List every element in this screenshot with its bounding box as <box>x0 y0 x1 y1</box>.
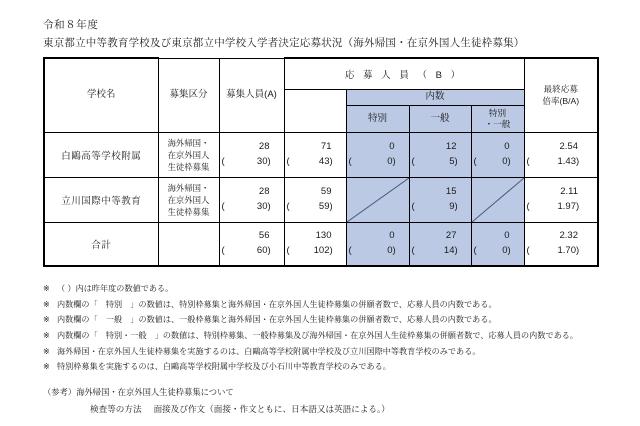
header-final-ratio-line2: 倍率(B/A) <box>542 95 580 106</box>
row-final-ratio-current: 2.32 <box>559 230 578 242</box>
row-applicants <box>284 133 346 178</box>
note-marker-icon: ※ <box>43 331 50 341</box>
note-text: （ ）内は昨年度の数値である。 <box>57 284 174 293</box>
row-final-ratio-current: 2.54 <box>559 141 578 153</box>
header-general: 一般 <box>409 106 471 133</box>
row-school-name: 立川国際中等教育 <box>44 178 158 223</box>
row-category-line1: 海外帰国・ <box>167 137 210 148</box>
note-text: 内数欄の「 特別 」の数値は、特別枠募集と海外帰国・在京外国人生徒枠募集の併願者数で、応募人員の内数である。 <box>57 299 497 309</box>
header-applicants: 応 募 人 員 （ B ） <box>284 58 524 90</box>
row-general-previous: ( 9) <box>411 201 458 212</box>
row-special-previous: ( 0) <box>348 245 396 256</box>
table-header-row-1 <box>44 58 598 90</box>
row-final-ratio <box>524 178 598 223</box>
row-capacity <box>219 133 284 178</box>
header-final-ratio-line1: 最終応募 <box>543 84 578 95</box>
row-capacity-current: 28 <box>258 141 270 153</box>
row-school-name: 合計 <box>44 223 158 267</box>
row-general-previous: ( 5) <box>411 156 458 167</box>
note-text: 内数欄の「 一般 」の数値は、一般枠募集と海外帰国・在京外国人生徒枠募集の併願者数で、応募人員の内数である。 <box>57 315 497 325</box>
era-line: 令和８年度 <box>43 19 99 31</box>
note-marker-icon: ※ <box>43 284 50 293</box>
row-special-previous: ( 0) <box>348 156 396 167</box>
row-applicants <box>284 178 346 223</box>
header-capacity: 募集人員(A) <box>219 58 284 133</box>
row-capacity <box>219 223 284 267</box>
row-special-general-previous: ( 0) <box>473 245 511 256</box>
header-special-general <box>471 106 524 133</box>
row-category-line1: 海外帰国・ <box>167 182 210 193</box>
reference-heading: （参考）海外帰国・在京外国人生徒枠募集について <box>43 387 234 397</box>
row-special <box>346 133 409 178</box>
row-final-ratio-previous: ( 1.70) <box>526 245 580 256</box>
diagonal-strike-icon <box>347 178 409 222</box>
row-general-current: 27 <box>445 230 457 242</box>
row-special-not-applicable <box>346 178 409 223</box>
row-special-general-current: 0 <box>504 230 510 242</box>
row-category <box>158 178 219 223</box>
note-item <box>43 285 633 293</box>
row-general <box>409 133 471 178</box>
applications-table-wrapper <box>43 57 597 267</box>
row-final-ratio-previous: ( 1.97) <box>526 201 580 212</box>
note-item <box>43 316 633 324</box>
reference-detail-label: 検査等の方法 <box>90 404 142 415</box>
row-general-previous: ( 14) <box>411 245 458 256</box>
reference-detail-value: 面接及び作文（面接・作文ともに、日本語又は英語による。） <box>153 404 390 415</box>
note-marker-icon: ※ <box>43 362 50 372</box>
row-capacity-previous: ( 30) <box>221 201 271 212</box>
row-special <box>346 223 409 267</box>
header-final-ratio <box>524 58 598 133</box>
header-category: 募集区分 <box>158 58 219 133</box>
table-row-total <box>44 223 598 267</box>
note-item <box>43 332 633 340</box>
header-breakdown: 内数 <box>346 90 524 106</box>
row-category <box>158 223 219 267</box>
row-capacity-previous: ( 30) <box>221 156 271 167</box>
row-school-name: 白鷗高等学校附属 <box>44 133 158 178</box>
note-text: 海外帰国・在京外国人生徒枠募集を実施するのは、白鷗高等学校附属中学校及び立川国際中等教育学校のみである。 <box>57 346 481 356</box>
row-applicants-previous: ( 59) <box>286 201 333 212</box>
applications-table <box>43 57 599 267</box>
header-special-general-line2: ・一般 <box>484 119 511 129</box>
row-category-line3: 生徒枠募集 <box>167 207 210 218</box>
note-item <box>43 363 633 371</box>
row-applicants-current: 71 <box>320 141 332 153</box>
note-marker-icon: ※ <box>43 299 50 309</box>
row-applicants-previous: ( 102) <box>286 245 333 256</box>
row-general <box>409 223 471 267</box>
row-general <box>409 178 471 223</box>
row-capacity-current: 28 <box>258 186 270 198</box>
header-school: 学校名 <box>44 58 158 133</box>
note-marker-icon: ※ <box>43 315 50 325</box>
row-special-current: 0 <box>389 141 395 153</box>
note-marker-icon: ※ <box>43 346 50 356</box>
header-special-general-line1: 特別 <box>488 107 507 118</box>
row-special-general-not-applicable <box>471 178 524 223</box>
row-special-general-current: 0 <box>504 141 510 153</box>
row-applicants-current: 59 <box>320 186 332 198</box>
row-category-line2: 在京外国人 <box>167 149 210 160</box>
header-special: 特別 <box>346 106 409 133</box>
row-special-general-previous: ( 0) <box>473 156 511 167</box>
row-category-line3: 生徒枠募集 <box>167 162 210 173</box>
row-capacity-current: 56 <box>258 230 270 242</box>
row-final-ratio-previous: ( 1.43) <box>526 156 580 167</box>
row-applicants-current: 130 <box>315 230 332 242</box>
note-item <box>43 301 633 309</box>
row-general-current: 15 <box>445 186 457 198</box>
note-text: 特別枠募集を実施するのは、白鷗高等学校附属中学校及び小石川中等教育学校のみである。 <box>57 362 391 372</box>
notes-list <box>43 285 633 379</box>
reference-section <box>43 388 633 415</box>
diagonal-strike-icon <box>472 178 524 222</box>
row-general-current: 12 <box>445 141 457 153</box>
page-title: 東京都立中等教育学校及び東京都立中学校入学者決定応募状況（海外帰国・在京外国人生徒枠募集） <box>43 37 525 49</box>
row-special-general <box>471 223 524 267</box>
row-applicants <box>284 223 346 267</box>
row-category-line2: 在京外国人 <box>167 194 210 205</box>
row-capacity <box>219 178 284 223</box>
note-item <box>43 348 633 356</box>
row-category <box>158 133 219 178</box>
row-final-ratio-current: 2.11 <box>560 186 578 198</box>
table-row <box>44 178 598 223</box>
row-final-ratio <box>524 223 598 267</box>
header-applicants-blank <box>284 90 346 133</box>
note-text: 内数欄の「 特別・一般 」の数値は、特別枠募集、一般枠募集及び海外帰国・在京外国人生徒枠募集の併願者数で、応募人員の内数である。 <box>57 331 579 341</box>
row-final-ratio <box>524 133 598 178</box>
row-special-general <box>471 133 524 178</box>
row-applicants-previous: ( 43) <box>286 156 333 167</box>
row-special-current: 0 <box>389 230 395 242</box>
reference-detail <box>43 405 633 414</box>
row-capacity-previous: ( 60) <box>221 245 271 256</box>
table-row <box>44 133 598 178</box>
